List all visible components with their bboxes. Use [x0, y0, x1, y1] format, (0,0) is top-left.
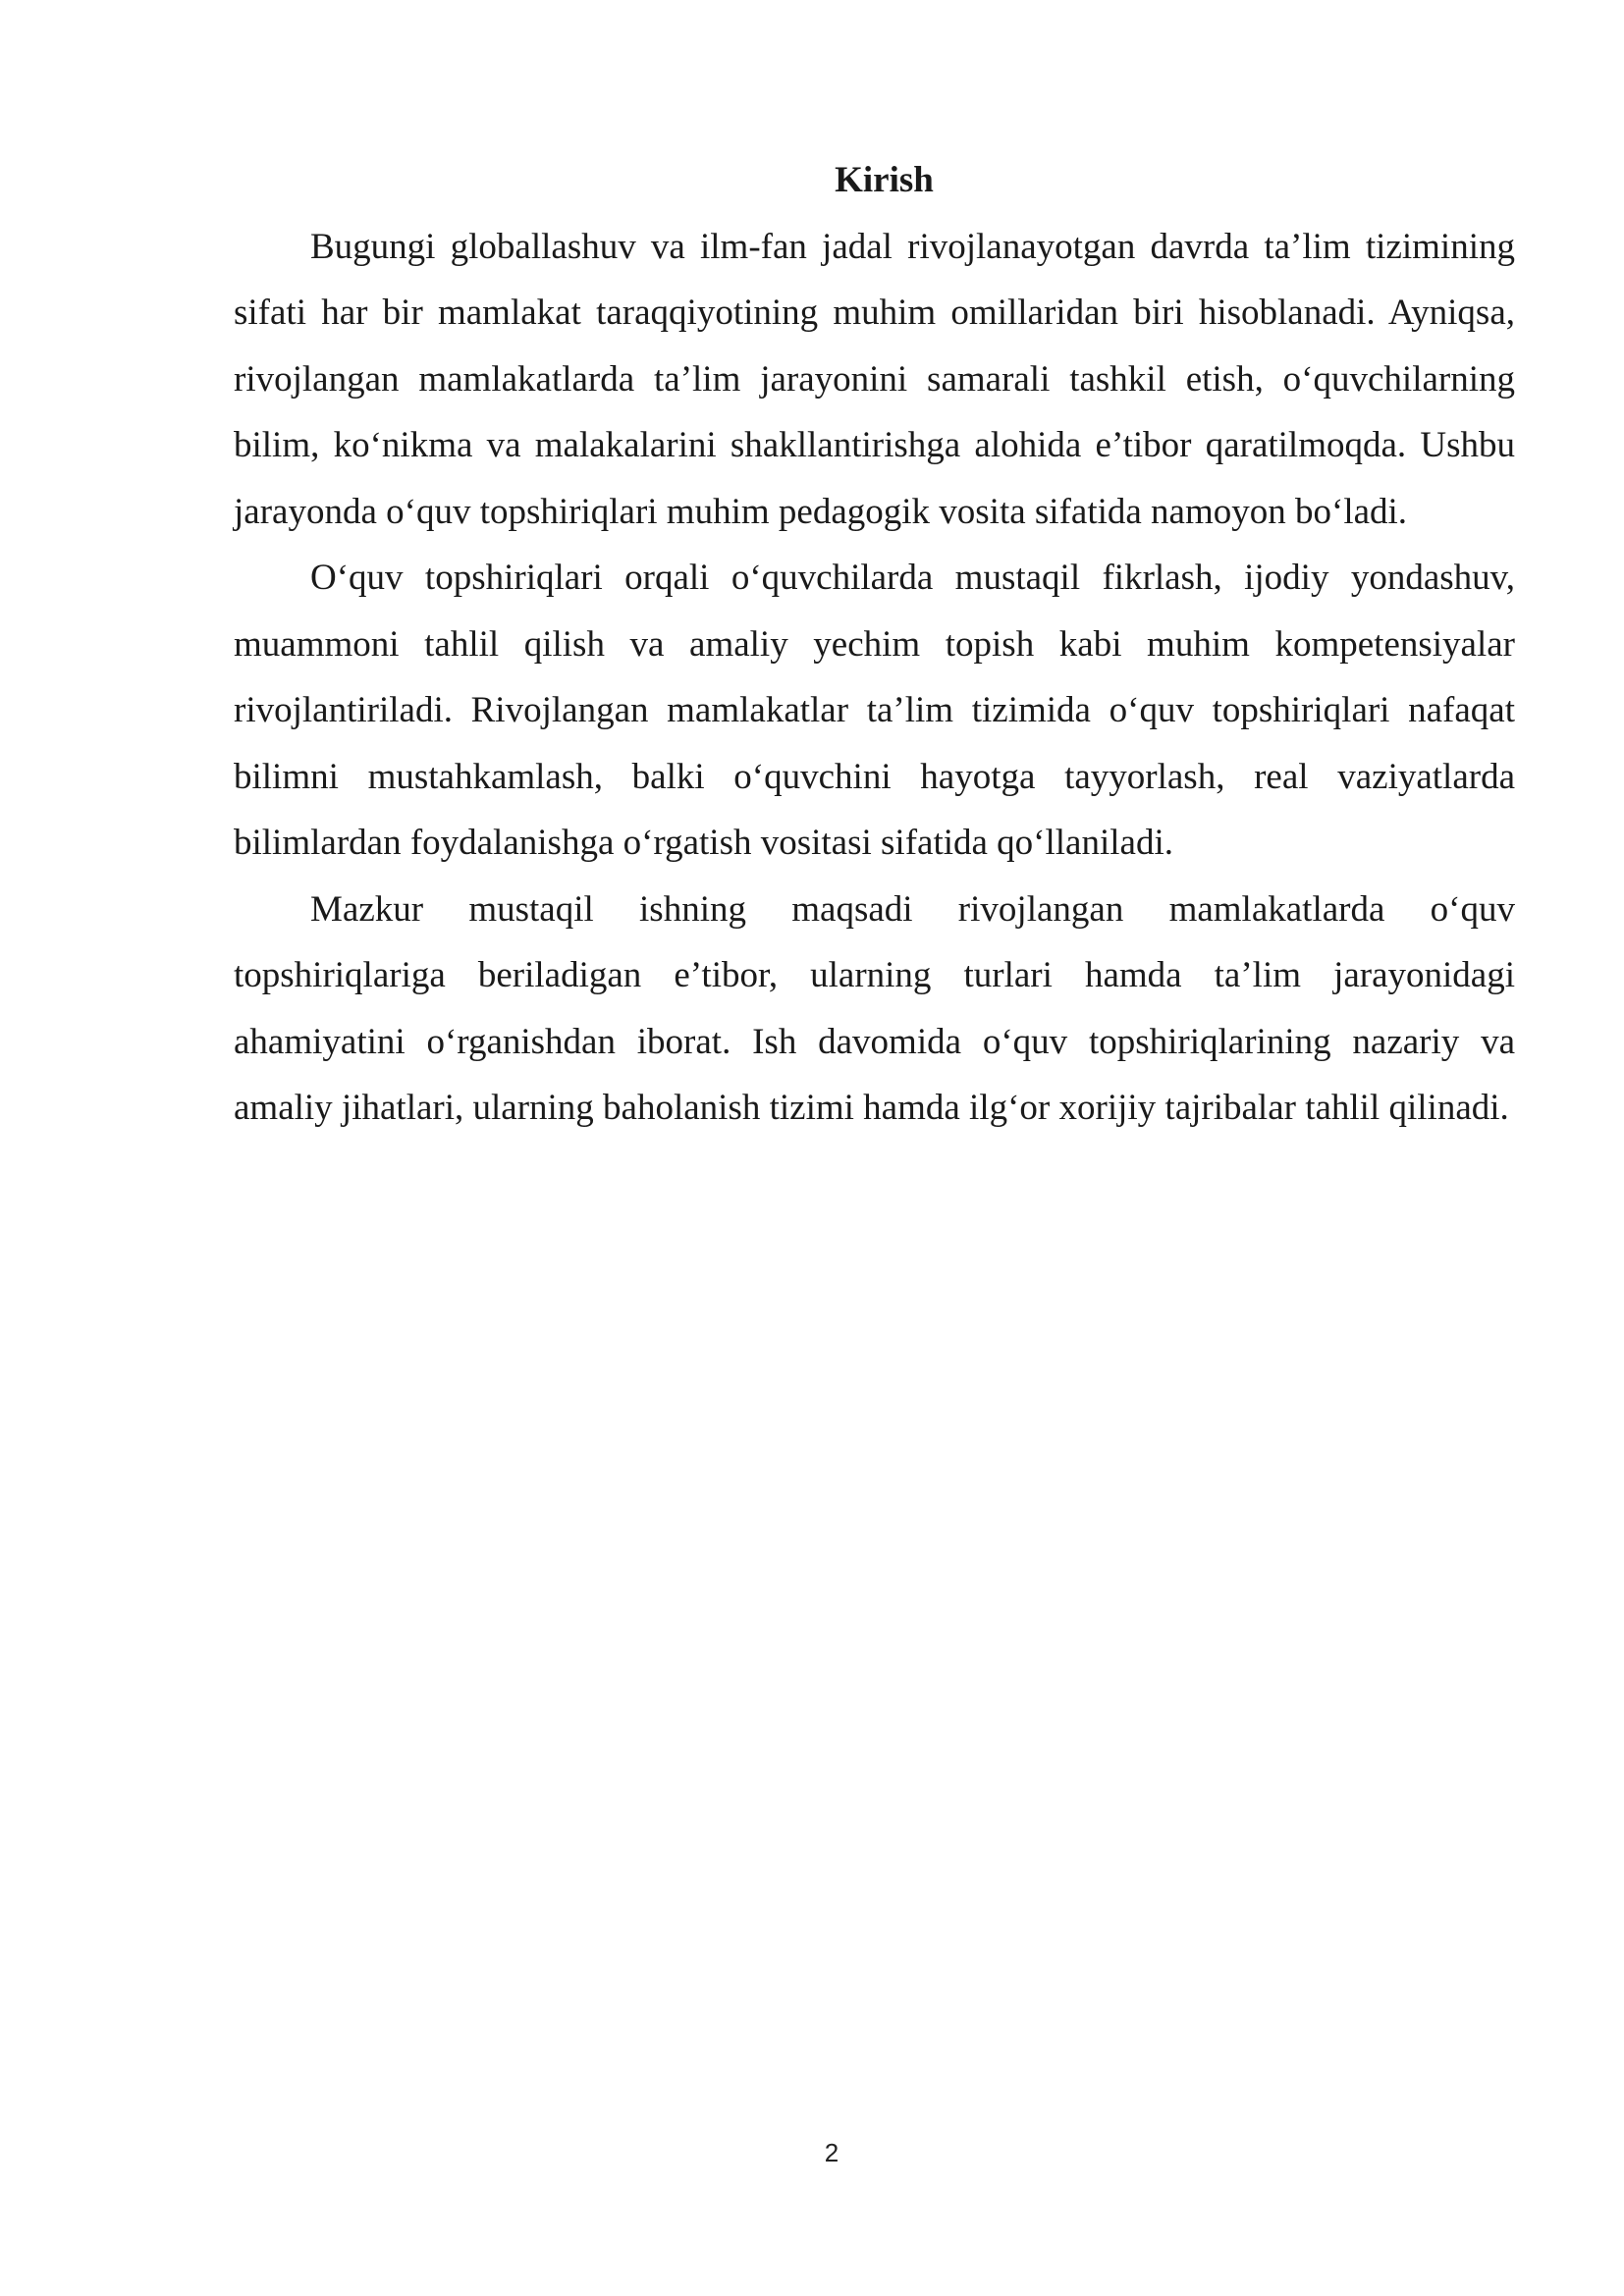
paragraph-3: Mazkur mustaqil ishning maqsadi rivojlangan mamlakatlarda o‘quv topshiriqlariga beriladigan e’tibor, ularning turlari hamda ta’lim jarayonidagi ahamiyatini o‘rganishdan iborat. Ish davomida o‘quv topshiriqlarining nazariy va amaliy jihatlari, ularning baholanish tizimi hamda ilg‘or xorijiy tajribalar tahlil qilinadi. — [234, 888, 1515, 1128]
paragraph-2: O‘quv topshiriqlari orqali o‘quvchilarda mustaqil fikrlash, ijodiy yondashuv, muammoni tahlil qilish va amaliy yechim topish kabi muhim kompetensiyalar rivojlantiriladi. Rivojlangan mamlakatlar ta’lim tizimida o‘quv topshiriqlari nafaqat bilimni mustahkamlash, balki o‘quvchini hayotga tayyorlash, real vaziyatlarda bilimlardan foydalanishga o‘rgatish vositasi sifatida qo‘llaniladi. — [234, 558, 1515, 863]
page-number: 2 — [824, 2138, 839, 2167]
paragraph-1: Bugungi globallashuv va ilm-fan jadal rivojlanayotgan davrda ta’lim tizimining sifati har bir mamlakat taraqqiyotining muhim omillaridan biri hisoblanadi. Ayniqsa, rivojlangan mamlakatlarda ta’lim jarayonini samarali tashkil etish, o‘quvchilarning bilim, ko‘nikma va malakalarini shakllantirishga alohida e’tibor qaratilmoqda. Ushbu jarayonda o‘quv topshiriqlari muhim pedagogik vosita sifatida namoyon bo‘ladi. — [234, 226, 1515, 532]
section-heading: Kirish — [835, 160, 934, 200]
page-content — [234, 147, 1515, 1142]
